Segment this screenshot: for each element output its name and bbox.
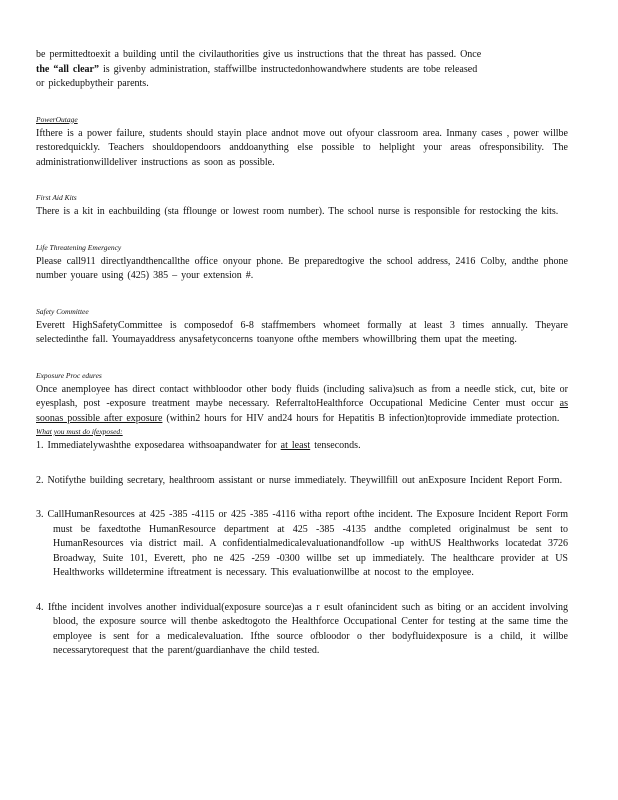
all-clear-phrase: the “all clear” bbox=[36, 63, 99, 75]
intro-paragraph bbox=[36, 48, 568, 92]
first-aid-heading: First Aid Kits bbox=[36, 193, 77, 202]
exposure-text-underlined: as soonas possible after exposure bbox=[36, 398, 568, 424]
exposure-text bbox=[36, 383, 568, 427]
exposure-text-post: (within2 hours for HIV and24 hours for Hepatitis B infection)toprovide immediate protection. bbox=[162, 412, 560, 424]
section-life-threatening bbox=[36, 243, 568, 284]
list-item: 3. CallHumanResources at 425 -385 -4115 or 425 -385 -4116 witha report ofthe incident. The Exposure Incident Report Form must be faxedtothe HumanResource department at 425 -385 -4135 andthe completed originalmust be sent to HumanResources via district mail. A confidentialmedicalevaluationandfollow -up withUS Healthworks locatedat 3726 Broadway, Suite 101, Everett, pho ne 425 -259 -0300 willbe set up immediately. The healthcare provider at US Healthworks willdetermine iftreatment is necessary. This evaluationwillbe at nocost to the employee. bbox=[36, 509, 568, 578]
list-item: 4. Ifthe incident involves another individual(exposure source)as a r esult ofanincident such as biting or an accident involving blood, the exposure source will thenbe askedtogoto the Healthforce Occupational Center for testing at the same time the employee is sent for a medicalevaluation. Ifthe source ofbloodor o ther bodyfluidexposure is a child, it willbe necessarytorequest that the parent/guardianhave the child tested. bbox=[36, 601, 568, 656]
section-exposure bbox=[36, 371, 568, 659]
power-outage-text: Ifthere is a power failure, students should stayin place andnot move out ofyour classroom area. Inmany cases , power willbe restoredquickly. Teachers shouldopendoors anddoanything else possible to helplight your areas ofresponsibility. The administrationwilldeliver instructions as soon as possible. bbox=[36, 127, 568, 168]
document-page bbox=[36, 48, 568, 659]
life-threatening-text: Please call911 directlyandthencallthe office onyour phone. Be preparedtogive the school address, 2416 Colby, andthe phone number youare using (425) 385 – your extension #. bbox=[36, 255, 568, 281]
first-aid-text: There is a kit in eachbuilding (sta fflounge or lowest room number). The school nurse is responsible for restocking the kits. bbox=[36, 206, 559, 217]
power-outage-heading: PowerOutage bbox=[36, 114, 78, 124]
exposure-heading: Exposure Proc edures bbox=[36, 370, 102, 380]
section-safety-committee bbox=[36, 307, 568, 348]
exposure-text-pre: Once anemployee has direct contact withbloodor other body fluids (including saliva)such as from a needle stick, cut, bite or eyesplash, post -exposure treatment maybe necessary. ReferraltoHealthforce Occupational Medicine Center must occur bbox=[36, 383, 568, 409]
section-first-aid bbox=[36, 193, 568, 220]
safety-committee-heading: Safety Committee bbox=[36, 306, 89, 316]
intro-line-3: or pickedupbytheir parents. bbox=[36, 78, 149, 89]
section-power-outage bbox=[36, 115, 568, 171]
list-item: 1. Immediatelywashthe exposedarea withsoapandwater for at least tenseconds. bbox=[36, 440, 361, 451]
intro-line-1: be permittedtoexit a building until the civilauthorities give us instructions that the threat has passed. Once bbox=[36, 49, 482, 60]
list-item: 2. Notifythe building secretary, healthroom assistant or nurse immediately. Theywillfill out anExposure Incident Report Form. bbox=[36, 474, 563, 486]
life-threatening-heading: Life Threatening Emergency bbox=[36, 242, 122, 252]
safety-committee-text: Everett HighSafetyCommittee is composedof 6-8 staffmembers whomeet formally at least 3 times annually. Theyare selectedinthe fall. Youmayaddress anysafetyconcerns toanyone ofthe members whowillbring them upat the meeting. bbox=[36, 319, 568, 345]
intro-line-2: is givenby administration, staffwillbe instructedonhowandwhere students are tobe released bbox=[98, 63, 478, 75]
exposure-subheading: What you must do ifexposed: bbox=[36, 427, 123, 436]
